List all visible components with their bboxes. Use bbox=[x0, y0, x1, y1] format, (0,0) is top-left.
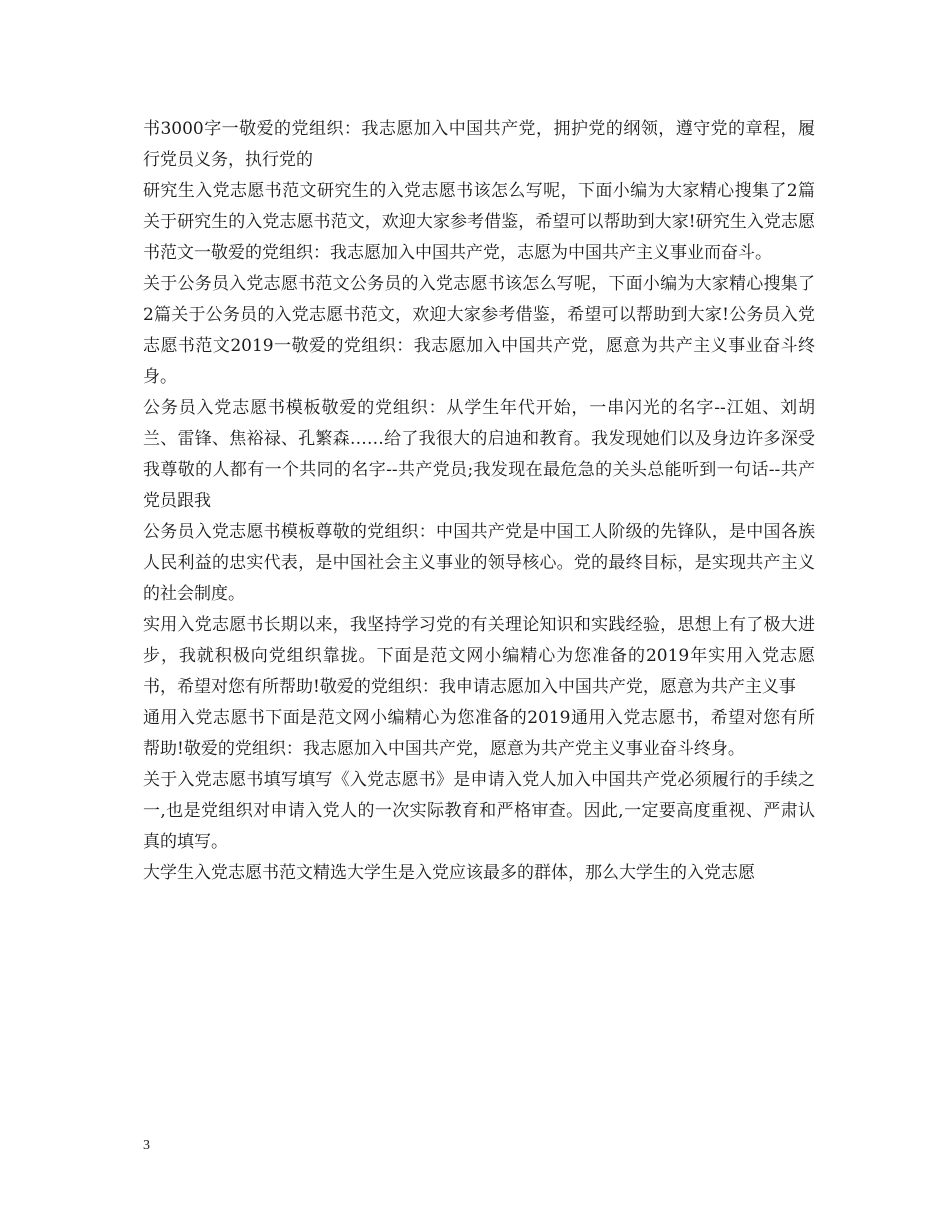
paragraph: 关于公务员入党志愿书范文公务员的入党志愿书该怎么写呢，下面小编为大家精心搜集了2篇关于公务员的入党志愿书范文，欢迎大家参考借鉴，希望可以帮助到大家!公务员入党志愿书范文2019一敬爱的党组织：我志愿加入中国共产党，愿意为共产主义事业奋斗终身。 bbox=[143, 274, 815, 387]
page-number: 3 bbox=[143, 1138, 150, 1153]
paragraph: 研究生入党志愿书范文研究生的入党志愿书该怎么写呢，下面小编为大家精心搜集了2篇关于研究生的入党志愿书范文，欢迎大家参考借鉴，希望可以帮助到大家!研究生入党志愿书范文一敬爱的党组织：我志愿加入中国共产党，志愿为中国共产主义事业而奋斗。 bbox=[143, 181, 815, 263]
paragraph: 公务员入党志愿书模板尊敬的党组织：中国共产党是中国工人阶级的先锋队，是中国各族人民利益的忠实代表，是中国社会主义事业的领导核心。党的最终目标，是实现共产主义的社会制度。 bbox=[143, 522, 815, 604]
paragraph: 大学生入党志愿书范文精选大学生是入党应该最多的群体，那么大学生的入党志愿 bbox=[143, 863, 755, 883]
paragraph: 关于入党志愿书填写填写《入党志愿书》是申请入党人加入中国共产党必须履行的手续之一,也是党组织对申请入党人的一次实际教育和严格审查。因此,一定要高度重视、严肃认真的填写。 bbox=[143, 770, 815, 852]
paragraph: 书3000字一敬爱的党组织：我志愿加入中国共产党，拥护党的纲领，遵守党的章程，履行党员义务，执行党的 bbox=[143, 119, 815, 170]
document-body bbox=[143, 114, 815, 889]
paragraph: 通用入党志愿书下面是范文网小编精心为您准备的2019通用入党志愿书，希望对您有所帮助!敬爱的党组织：我志愿加入中国共产党，愿意为共产党主义事业奋斗终身。 bbox=[143, 708, 815, 759]
paragraph: 公务员入党志愿书模板敬爱的党组织：从学生年代开始，一串闪光的名字--江姐、刘胡兰、雷锋、焦裕禄、孔繁森……给了我很大的启迪和教育。我发现她们以及身边许多深受我尊敬的人都有一个共同的名字--共产党员;我发现在最危急的关头总能听到一句话--共产党员跟我 bbox=[143, 398, 815, 511]
paragraph: 实用入党志愿书长期以来，我坚持学习党的有关理论知识和实践经验，思想上有了极大进步，我就积极向党组织靠拢。下面是范文网小编精心为您准备的2019年实用入党志愿书，希望对您有所帮助!敬爱的党组织：我申请志愿加入中国共产党，愿意为共产主义事 bbox=[143, 615, 815, 697]
